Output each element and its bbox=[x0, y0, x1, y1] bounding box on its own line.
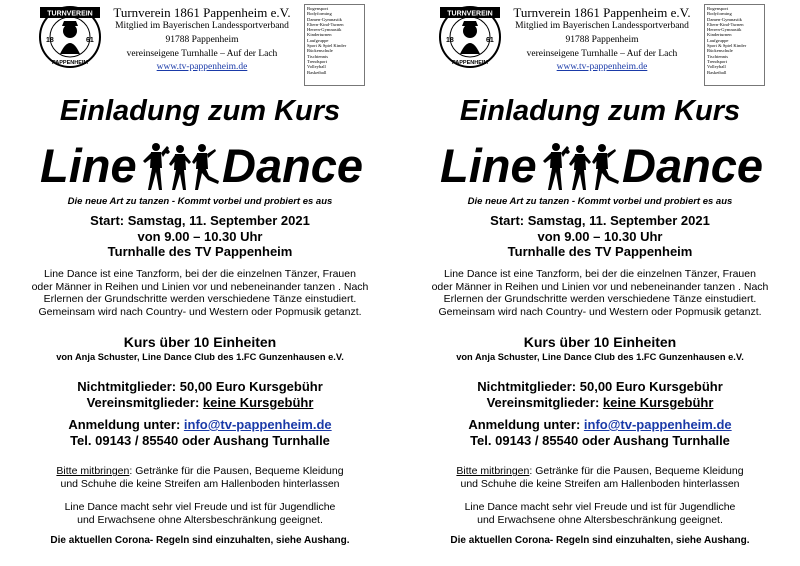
logo-bottom-text: PAPPENHEIM bbox=[52, 60, 88, 66]
sports-list-item: Tischtennis bbox=[707, 53, 729, 59]
fun-line-1: Line Dance macht sehr viel Freude und ist für Jugendliche bbox=[64, 501, 336, 513]
description-line: Gemeinsam wird nach Country- und Western oder Popmusik getanzt. bbox=[38, 306, 362, 319]
fun-line-2: und Erwachsene ohne Altersbeschränkung geeignet. bbox=[77, 513, 323, 526]
fun-line-2: und Erwachsene ohne Altersbeschränkung geeignet. bbox=[477, 513, 723, 526]
fee-members-value: keine Kursgebühr bbox=[602, 394, 714, 410]
club-name: Turnverein 1861 Pappenheim e.V. bbox=[113, 5, 291, 20]
corona-notice: Die aktuellen Corona- Regeln sind einzuhalten, siehe Aushang. bbox=[50, 535, 350, 546]
registration-label: Anmeldung unter: bbox=[468, 417, 584, 432]
sports-list-item: Trendsport bbox=[307, 58, 327, 64]
sports-list-item: Sport & Spiel Kinder bbox=[307, 43, 347, 49]
club-membership: Mitglied im Bayerischen Landessportverband bbox=[515, 21, 689, 31]
fun-note bbox=[400, 501, 800, 526]
fee-members bbox=[400, 395, 800, 411]
registration bbox=[0, 417, 400, 448]
sports-list-item: Damen-Gymnastik bbox=[707, 16, 742, 22]
sports-list-item: Rückenschule bbox=[307, 48, 333, 54]
bring-text: : Getränke für die Pausen, Bequeme Kleidung bbox=[529, 465, 744, 477]
sports-list-item: Eltern-Kind-Turnen bbox=[307, 21, 344, 27]
sports-list-item: Volleyball bbox=[707, 64, 726, 70]
start-info bbox=[400, 213, 800, 260]
club-website-link[interactable]: www.tv-pappenheim.de bbox=[156, 62, 248, 73]
fees bbox=[0, 379, 400, 410]
sports-list-item: Basketball bbox=[707, 69, 727, 75]
sports-list-item: Rückenschule bbox=[707, 48, 733, 54]
start-time: von 9.00 – 10.30 Uhr bbox=[537, 228, 663, 244]
sports-list-item: Trendsport bbox=[707, 58, 727, 64]
description-line: oder Männer in Reihen und Linien vor und nebeneinander tanzen . Nach bbox=[431, 280, 769, 293]
description bbox=[400, 268, 800, 319]
club-address: 91788 Pappenheim bbox=[165, 34, 239, 45]
course-leader: von Anja Schuster, Line Dance Club des 1.FC Gunzenhausen e.V. bbox=[56, 352, 344, 362]
club-info bbox=[506, 5, 698, 75]
description-line: oder Männer in Reihen und Linien vor und nebeneinander tanzen . Nach bbox=[31, 280, 369, 293]
title-word-line: Line bbox=[40, 139, 137, 192]
start-time: von 9.00 – 10.30 Uhr bbox=[137, 228, 263, 244]
bring-label: Bitte mitbringen bbox=[56, 465, 130, 477]
start-date: Start: Samstag, 11. September 2021 bbox=[90, 213, 310, 228]
bring-text: : Getränke für die Pausen, Bequeme Kleidung bbox=[129, 465, 344, 477]
logo-left-text: 18 bbox=[446, 37, 454, 44]
start-date: Start: Samstag, 11. September 2021 bbox=[490, 213, 710, 228]
fee-members-label: Vereinsmitglieder: bbox=[86, 394, 203, 410]
sports-list-item: Basketball bbox=[307, 69, 327, 75]
fun-line-1: Line Dance macht sehr viel Freude und ist für Jugendliche bbox=[464, 501, 736, 513]
registration-line bbox=[0, 417, 400, 433]
registration-label: Anmeldung unter: bbox=[68, 417, 184, 432]
logo-bottom-text: PAPPENHEIM bbox=[452, 60, 488, 66]
course-heading: Kurs über 10 Einheiten bbox=[523, 334, 677, 350]
phone: Tel. 09143 / 85540 oder Aushang Turnhalle bbox=[470, 432, 730, 448]
tagline: Die neue Art zu tanzen - Kommt vorbei und probiert es aus bbox=[467, 196, 733, 207]
bring-line bbox=[0, 465, 400, 478]
email-link[interactable]: info@tv-pappenheim.de bbox=[183, 417, 332, 432]
bring-text-2: und Schuhe die keine Streifen am Hallenboden hinterlassen bbox=[460, 477, 740, 490]
description-line: Erlernen der Grundschritte werden verschiedene Tänze einstudiert. bbox=[443, 293, 757, 306]
club-name: Turnverein 1861 Pappenheim e.V. bbox=[513, 5, 691, 20]
title-line-dance bbox=[400, 140, 800, 192]
description-line: Line Dance ist eine Tanzform, bei der die einzelnen Tänzer, Frauen bbox=[44, 268, 356, 280]
title-word-dance: Dance bbox=[222, 139, 364, 192]
sports-list-item: Kinderturnen bbox=[707, 32, 732, 38]
phone: Tel. 09143 / 85540 oder Aushang Turnhalle bbox=[70, 432, 330, 448]
venue: Turnhalle des TV Pappenheim bbox=[507, 244, 693, 259]
sports-list-item: Sport & Spiel Kinder bbox=[707, 43, 747, 49]
registration bbox=[400, 417, 800, 448]
venue: Turnhalle des TV Pappenheim bbox=[107, 244, 293, 259]
club-info bbox=[106, 5, 298, 75]
club-hall: vereinseigene Turnhalle – Auf der Lach bbox=[126, 48, 278, 59]
email-link[interactable]: info@tv-pappenheim.de bbox=[583, 417, 732, 432]
title-invitation: Einladung zum Kurs bbox=[59, 95, 341, 127]
club-logo bbox=[438, 4, 502, 68]
flyer-right bbox=[400, 0, 800, 566]
sports-list-item: Kinderturnen bbox=[307, 32, 332, 38]
sports-list-item: Damen-Gymnastik bbox=[307, 16, 342, 22]
fees bbox=[400, 379, 800, 410]
tagline: Die neue Art zu tanzen - Kommt vorbei und probiert es aus bbox=[67, 196, 333, 207]
registration-line bbox=[400, 417, 800, 433]
bring-along bbox=[0, 465, 400, 490]
logo-right-text: 61 bbox=[486, 37, 494, 44]
description bbox=[0, 268, 400, 319]
description-line: Gemeinsam wird nach Country- und Western oder Popmusik getanzt. bbox=[438, 306, 762, 319]
fee-members-value: keine Kursgebühr bbox=[202, 394, 314, 410]
sports-list-item: Eltern-Kind-Turnen bbox=[707, 21, 744, 27]
fee-nonmembers: Nichtmitglieder: 50,00 Euro Kursgebühr bbox=[477, 379, 723, 394]
course-leader: von Anja Schuster, Line Dance Club des 1.FC Gunzenhausen e.V. bbox=[456, 352, 744, 362]
fee-members bbox=[0, 395, 400, 411]
club-logo bbox=[38, 4, 102, 68]
dancers-silhouette bbox=[142, 140, 222, 192]
description-line: Line Dance ist eine Tanzform, bei der die einzelnen Tänzer, Frauen bbox=[444, 268, 756, 280]
title-word-dance: Dance bbox=[622, 139, 764, 192]
dancers-silhouette bbox=[542, 140, 622, 192]
sports-list-item: Herren-Gymnastik bbox=[707, 27, 742, 33]
start-info bbox=[0, 213, 400, 260]
sports-list bbox=[704, 4, 765, 86]
logo-top-text: TURNVEREIN bbox=[447, 10, 493, 18]
sports-list-item: Tischtennis bbox=[307, 53, 329, 59]
sports-list-item: Bodyforming bbox=[307, 11, 332, 17]
sports-list-item: Volleyball bbox=[307, 64, 326, 70]
logo-left-text: 18 bbox=[46, 37, 54, 44]
corona-notice: Die aktuellen Corona- Regeln sind einzuhalten, siehe Aushang. bbox=[450, 535, 750, 546]
sports-list-item: Laufgruppe bbox=[307, 37, 329, 43]
title-line-dance bbox=[0, 140, 400, 192]
club-membership: Mitglied im Bayerischen Landessportverband bbox=[115, 21, 289, 31]
sports-list-item: Bogensport bbox=[307, 6, 329, 11]
title-word-line: Line bbox=[440, 139, 537, 192]
logo-top-text: TURNVEREIN bbox=[47, 10, 93, 18]
sports-list bbox=[304, 4, 365, 86]
club-website-link[interactable]: www.tv-pappenheim.de bbox=[556, 62, 648, 73]
club-address: 91788 Pappenheim bbox=[565, 34, 639, 45]
club-hall: vereinseigene Turnhalle – Auf der Lach bbox=[526, 48, 678, 59]
bring-line bbox=[400, 465, 800, 478]
sports-list-item: Herren-Gymnastik bbox=[307, 27, 342, 33]
fee-members-label: Vereinsmitglieder: bbox=[486, 394, 603, 410]
fun-note bbox=[0, 501, 400, 526]
bring-label: Bitte mitbringen bbox=[456, 465, 530, 477]
bring-along bbox=[400, 465, 800, 490]
fee-nonmembers: Nichtmitglieder: 50,00 Euro Kursgebühr bbox=[77, 379, 323, 394]
sports-list-item: Bodyforming bbox=[707, 11, 732, 17]
logo-right-text: 61 bbox=[86, 37, 94, 44]
bring-text-2: und Schuhe die keine Streifen am Hallenboden hinterlassen bbox=[60, 477, 340, 490]
sports-list-item: Laufgruppe bbox=[707, 37, 729, 43]
sports-list-item: Bogensport bbox=[707, 6, 729, 11]
description-line: Erlernen der Grundschritte werden verschiedene Tänze einstudiert. bbox=[43, 293, 357, 306]
course-heading: Kurs über 10 Einheiten bbox=[123, 334, 277, 350]
title-invitation: Einladung zum Kurs bbox=[459, 95, 741, 127]
